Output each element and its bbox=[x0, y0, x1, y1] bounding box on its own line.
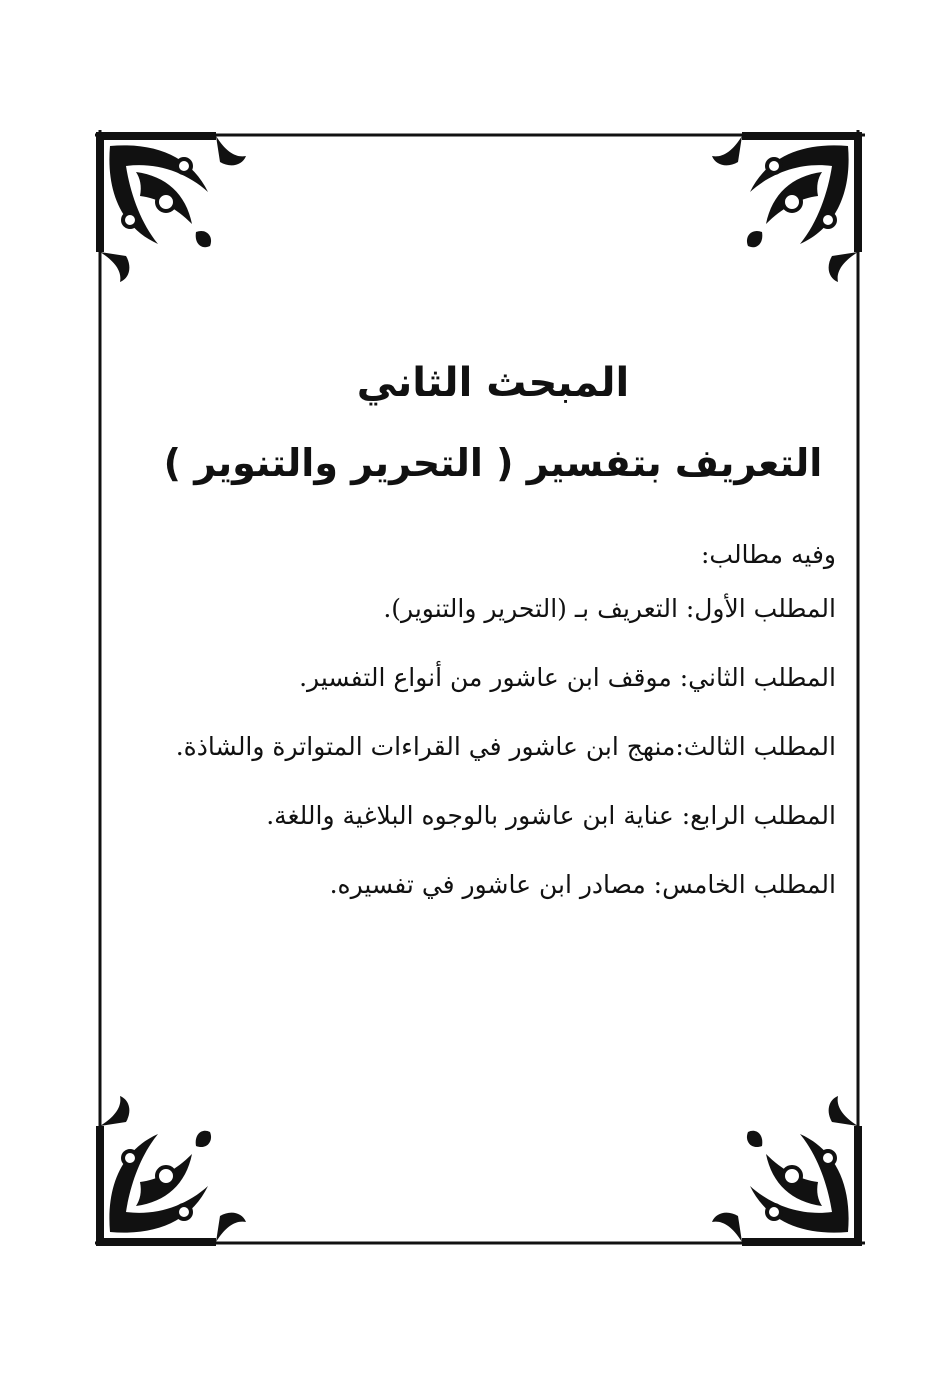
corner-ornament-top-left bbox=[96, 132, 246, 282]
intro-line: وفيه مطالب: bbox=[700, 540, 836, 569]
list-item: المطلب الثاني: موقف ابن عاشور من أنواع التفسير. bbox=[299, 663, 836, 692]
topic-list bbox=[150, 589, 836, 905]
list-item: المطلب الرابع: عناية ابن عاشور بالوجوه البلاغية واللغة. bbox=[266, 801, 836, 830]
corner-ornament-top-right bbox=[712, 132, 862, 282]
book-title: التعريف بتفسير ( التحرير والتنوير ) bbox=[163, 441, 823, 485]
list-item: المطلب الخامس: مصادر ابن عاشور في تفسيره. bbox=[329, 870, 836, 899]
page-content bbox=[150, 355, 836, 934]
corner-ornament-bottom-right bbox=[712, 1096, 862, 1246]
list-item: المطلب الأول: التعريف بـ (التحرير والتنوير). bbox=[383, 594, 836, 623]
section-heading: المبحث الثاني bbox=[356, 360, 630, 406]
corner-ornament-bottom-left bbox=[96, 1096, 246, 1246]
list-item: المطلب الثالث:منهج ابن عاشور في القراءات المتواترة والشاذة. bbox=[175, 732, 836, 761]
